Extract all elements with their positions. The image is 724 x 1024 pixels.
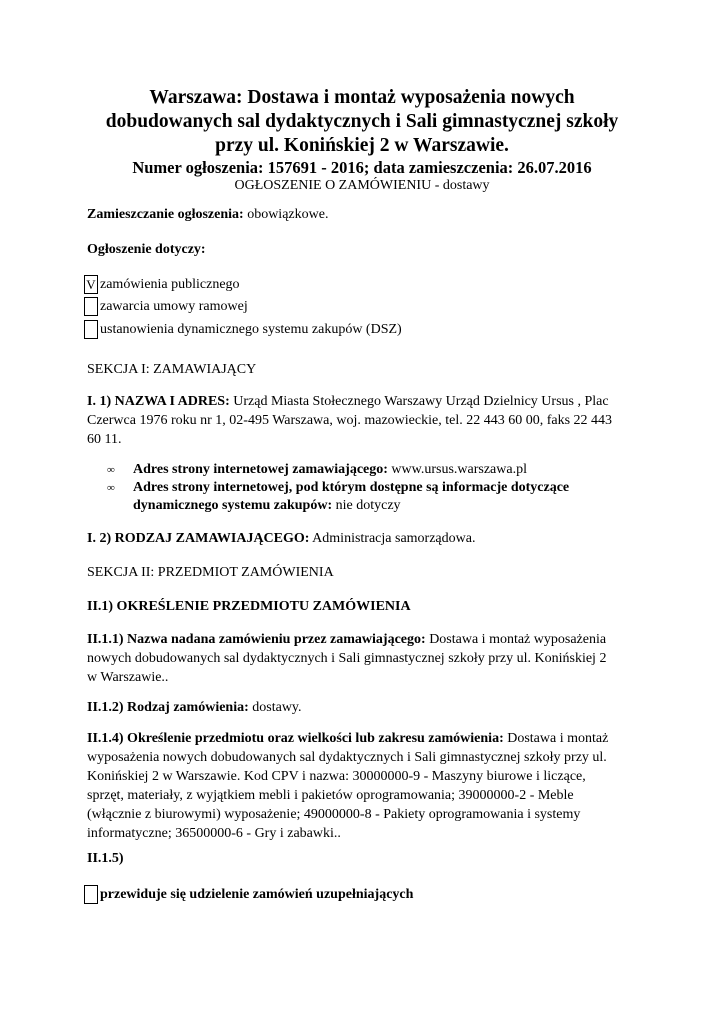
zamieszczanie-value: obowiązkowe. — [243, 207, 329, 222]
checkbox-empty[interactable] — [84, 885, 98, 904]
i2-rodzaj: I. 2) RODZAJ ZAMAWIAJĄCEGO: Administracja samorządowa. — [87, 531, 476, 546]
i1-label: I. 1) NAZWA I ADRES: — [87, 394, 230, 409]
checkbox-empty[interactable] — [84, 320, 98, 339]
option-umowy-ramowej[interactable] — [84, 297, 248, 316]
bullet-dsz-info: Adres strony internetowej, pod którym dostępne są informacje dotyczące dynamicznego systemu zakupów: nie dotyczy — [133, 480, 570, 513]
ii14-okreslenie: II.1.4) Określenie przedmiotu oraz wielkości lub zakresu zamówienia: Dostawa i montaż wyposażenia nowych dobudowanych sal dydaktycznych i Sali gimnastycznej szkoły przy ul. Konińskiej 2 w Warszawie. Kod CPV i nazwa: 30000000-9 - Maszyny biurowe i liczące, sprzęt, materiały, z wyjątkiem mebli i pakietów oprogramowania; 39000000-2 - Meble (włącznie z biurowymi) wyposażenie; 49000000-8 - Pakiety oprogramowania i systemy informatyczne; 36500000-6 - Gry i zabawki.. — [87, 731, 609, 841]
title-line-2: dobudowanych sal dydaktycznych i Sali gimnastycznej szkoły — [105, 111, 619, 132]
title-line-3: przy ul. Konińskiej 2 w Warszawie. — [215, 135, 509, 156]
option-label: zawarcia umowy ramowej — [100, 299, 248, 314]
ogloszenie-dotyczy-heading: Ogłoszenie dotyczy: — [87, 242, 206, 257]
ii15-heading: II.1.5) — [87, 851, 124, 866]
bullet-icon: ∞ — [107, 482, 115, 494]
ii12-rodzaj: II.1.2) Rodzaj zamówienia: dostawy. — [87, 700, 302, 715]
option-label: ustanowienia dynamicznego systemu zakupów (DSZ) — [100, 322, 402, 337]
title-line-1: Warszawa: Dostawa i montaż wyposażenia nowych — [149, 87, 575, 108]
bullet-adres-strony: Adres strony internetowej zamawiającego: www.ursus.warszawa.pl — [133, 462, 527, 477]
ii1-heading: II.1) OKREŚLENIE PRZEDMIOTU ZAMÓWIENIA — [87, 599, 411, 614]
option-dsz[interactable] — [84, 320, 402, 339]
zamieszczanie-label: Zamieszczanie ogłoszenia: — [87, 207, 244, 222]
i1-nazwa-adres: I. 1) NAZWA I ADRES: Urząd Miasta Stołecznego Warszawy Urząd Dzielnicy Ursus , Plac Czerwca 1976 roku nr 1, 02-495 Warszawa, woj. mazowieckie, tel. 22 443 60 00, faks 22 443 60 11. — [87, 394, 613, 447]
notice-title — [60, 86, 664, 194]
zamieszczanie-paragraph — [87, 205, 647, 224]
ii11-nazwa: II.1.1) Nazwa nadana zamówieniu przez zamawiającego: Dostawa i montaż wyposażenia nowych dobudowanych sal dydaktycznych i Sali gimnastycznej szkoły przy ul. Konińskiej 2 w Warszawie.. — [87, 632, 607, 685]
checkbox-empty[interactable] — [84, 297, 98, 316]
option-zamowienia-uzupelniajace[interactable] — [84, 885, 413, 904]
bullet-icon: ∞ — [107, 464, 115, 476]
checkbox-checked[interactable]: V — [84, 275, 98, 294]
option-zamowienia-publicznego[interactable] — [84, 275, 240, 294]
website-link[interactable]: www.ursus.warszawa.pl — [387, 462, 527, 477]
option-label: przewiduje się udzielenie zamówień uzupełniających — [100, 887, 414, 902]
notice-type-line: OGŁOSZENIE O ZAMÓWIENIU - dostawy — [234, 178, 490, 193]
sekcja-1-heading: SEKCJA I: ZAMAWIAJĄCY — [87, 362, 257, 377]
sekcja-2-heading: SEKCJA II: PRZEDMIOT ZAMÓWIENIA — [87, 565, 334, 580]
option-label: zamówienia publicznego — [100, 277, 240, 292]
notice-number-line: Numer ogłoszenia: 157691 - 2016; data zamieszczenia: 26.07.2016 — [132, 158, 592, 177]
